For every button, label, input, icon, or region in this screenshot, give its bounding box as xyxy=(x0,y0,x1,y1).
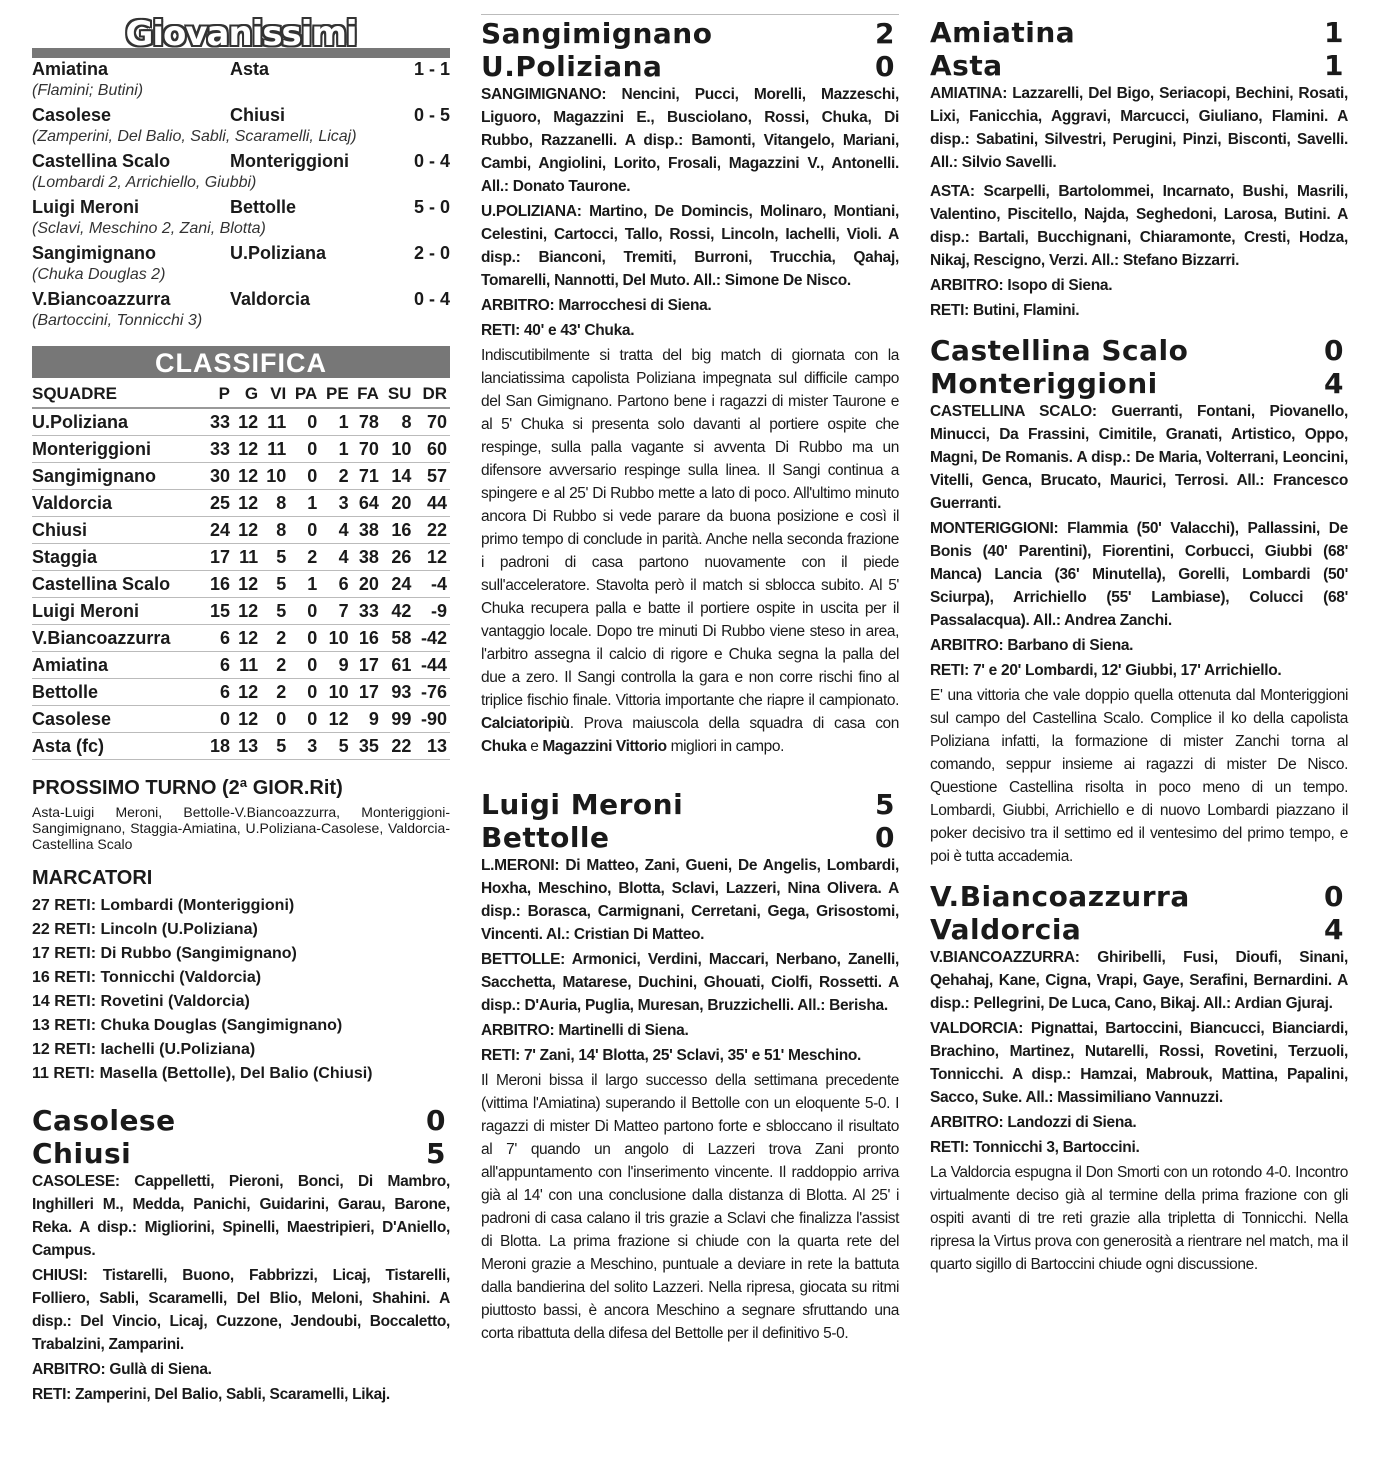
home-score: 0 xyxy=(1324,880,1344,913)
stat-cell: 38 xyxy=(352,544,382,571)
goals: RETI: 7' Zani, 14' Blotta, 25' Sclavi, 35' e 51' Meschino. xyxy=(481,1047,862,1064)
stat-cell: 78 xyxy=(352,408,382,436)
goals: RETI: Zamperini, Del Balio, Sabli, Scaramelli, Likaj. xyxy=(32,1386,390,1403)
goals: RETI: Butini, Flamini. xyxy=(930,302,1080,319)
stat-cell: 0 xyxy=(289,463,320,490)
table-row xyxy=(32,625,450,652)
match-report-biancoazzurra xyxy=(930,880,1348,1276)
stat-cell: 2 xyxy=(261,652,289,679)
stat-cell: 10 xyxy=(382,436,415,463)
match-report-meroni xyxy=(481,788,899,1345)
away-team: Monteriggioni xyxy=(930,367,1158,400)
goals: RETI: 7' e 20' Lombardi, 12' Giubbi, 17' Arrichiello. xyxy=(930,662,1282,679)
prossimo-turno-text: Asta-Luigi Meroni, Bettolle-V.Biancoazzurra, Monteriggioni-Sangimignano, Staggia-Amiatina, U.Poliziana-Casolese, Valdorcia-Castellina Scalo xyxy=(32,804,450,852)
match-article: La Valdorcia espugna il Don Smorti con un rotondo 4-0. Incontro virtualmente deciso già al termine della prima frazione con gli ospiti avanti di tre reti grazie alla tripletta di Tonnicchi. Nella ripresa la Virtus prova con generosità a rientrare nel match, ma il quarto sigillo di Bartoccini chiude ogni discussione. xyxy=(930,1164,1348,1273)
table-row xyxy=(32,517,450,544)
away-team: U.Poliziana xyxy=(481,50,663,83)
team-name-cell: Valdorcia xyxy=(32,490,205,517)
stat-cell: 12 xyxy=(233,571,261,598)
stat-cell: 11 xyxy=(261,436,289,463)
result-scorers: (Chuka Douglas 2) xyxy=(32,266,166,283)
col-header: PA xyxy=(289,382,320,408)
table-row xyxy=(32,679,450,706)
stat-cell: 5 xyxy=(261,544,289,571)
away-score: 1 xyxy=(1324,49,1344,82)
stat-cell: 12 xyxy=(233,490,261,517)
stat-cell: 0 xyxy=(289,652,320,679)
stat-cell: 0 xyxy=(205,706,233,733)
home-team: Casolese xyxy=(32,105,112,125)
stat-cell: 2 xyxy=(261,625,289,652)
table-row xyxy=(32,408,450,436)
away-line xyxy=(930,49,1348,82)
away-score: 4 xyxy=(1324,367,1344,400)
table-row xyxy=(32,544,450,571)
stat-cell: 2 xyxy=(261,679,289,706)
home-line xyxy=(32,1104,450,1137)
stat-cell: 12 xyxy=(233,463,261,490)
home-line xyxy=(930,880,1348,913)
stat-cell: 12 xyxy=(233,598,261,625)
stat-cell: 22 xyxy=(414,517,450,544)
stat-cell: 8 xyxy=(261,517,289,544)
away-team: Chiusi xyxy=(230,105,286,125)
standings-table xyxy=(32,382,450,760)
result-score: 5 - 0 xyxy=(413,197,450,217)
away-team: U.Poliziana xyxy=(230,243,327,263)
stat-cell: 12 xyxy=(233,408,261,436)
stat-cell: 10 xyxy=(261,463,289,490)
result-scorers: (Flamini; Butini) xyxy=(32,82,144,99)
lineup-home: AMIATINA: Lazzarelli, Del Bigo, Seriacopi, Bechini, Rosati, Lixi, Fanicchia, Aggravi, Marcucci, Giuliano, Flamini. A disp.: Sabatini, Silvestri, Perugini, Pinzi, Bisconti, Savelli. All.: Silvio Savelli. xyxy=(930,85,1348,171)
home-team: V.Biancoazzurra xyxy=(32,289,171,309)
stat-cell: 0 xyxy=(289,517,320,544)
team-name-cell: Asta (fc) xyxy=(32,733,205,760)
home-team: Luigi Meroni xyxy=(32,197,139,217)
stat-cell: 4 xyxy=(320,517,351,544)
stat-cell: 30 xyxy=(205,463,233,490)
stat-cell: 5 xyxy=(261,571,289,598)
table-row xyxy=(32,598,450,625)
home-team: Sangimignano xyxy=(32,243,157,263)
table-row xyxy=(32,436,450,463)
result-row xyxy=(32,242,450,264)
stat-cell: 20 xyxy=(352,571,382,598)
list-item: 13 RETI: Chuka Douglas (Sangimignano) xyxy=(32,1017,343,1034)
result-row xyxy=(32,104,450,126)
stat-cell: 16 xyxy=(352,625,382,652)
referee: ARBITRO: Barbano di Siena. xyxy=(930,637,1134,654)
team-name-cell: Casolese xyxy=(32,706,205,733)
stat-cell: 4 xyxy=(320,544,351,571)
stat-cell: 0 xyxy=(289,598,320,625)
stat-cell: 12 xyxy=(233,679,261,706)
stat-cell: 61 xyxy=(382,652,415,679)
team-name-cell: U.Poliziana xyxy=(32,408,205,436)
stat-cell: 11 xyxy=(233,544,261,571)
away-score: 0 xyxy=(875,50,895,83)
stat-cell: -76 xyxy=(414,679,450,706)
match-report-casolese xyxy=(32,1104,450,1406)
col-header: SQUADRE xyxy=(32,382,205,408)
stat-cell: 9 xyxy=(320,652,351,679)
section-banner xyxy=(32,14,450,54)
home-score: 2 xyxy=(875,17,895,50)
stat-cell: 0 xyxy=(289,436,320,463)
table-row xyxy=(32,652,450,679)
stat-cell: 13 xyxy=(414,733,450,760)
stat-cell: 1 xyxy=(289,490,320,517)
stat-cell: 16 xyxy=(382,517,415,544)
match-article: Il Meroni bissa il largo successo della settimana precedente (vittima l'Amiatina) superando il Bettolle con un eloquente 5-0. I ragazzi di mister Di Matteo partono forte e sbloccano il risultato al 7' quando un angolo di Lazzeri trova Zani pronto all'appuntamento con l'inserimento vincente. Il raddoppio arriva già al 14' con una conclusione dalla distanza di Blotta. Al 25' i padroni di casa calano il tris grazie a Sclavi che finalizza l'assist di Blotta. La prima frazione si chiude con la quarta rete del Meroni grazie a Meschino, puntuale a deviare in rete la battuta dalla bandierina del solito Lazzeri. Nella ripresa, giocata su ritmi piuttosto bassi, è ancora Meschino a segnare sfruttando una corta ribattuta della difesa del Bettolle per il definitivo 5-0. xyxy=(481,1072,899,1342)
stat-cell: 2 xyxy=(289,544,320,571)
article-text: Indiscutibilmente si tratta del big match di giornata con la lanciatissima capolista Poliziana impegnata sul difficile campo del San Gimignano. Partono bene i ragazzi di mister Taurone e al 5' Chuka si presenta solo davanti al portiere ospite che respinge, sulla palla vagante si avventa Di Rubbo ma un difensore avversario respinge sulla linea. Il Sangi continua a spingere e al 25' Di Rubbo mette a lato di poco. All'ultimo minuto ancora Di Rubbo si vede parare da buona posizione e così il primo tempo di conclude in parità. Anche nella seconda frazione i padroni di casa partono nuovamente con il piede sull'acceleratore. Stavolta però il match si sblocca subito. Al 5' Chuka recupera palla e batte il portiere ospite in uscita per il vantaggio locale. Dopo tre minuti Di Rubbo viene steso in area, l'arbitro assegna il calcio di rigore e Chuka segna la palla del due a zero. Il Sangi controlla la gara e non corre rischi fino al triplice fischio finale. Vittoria importante che riapre il campionato. xyxy=(481,347,899,709)
result-scorers: (Sclavi, Meschino 2, Zani, Blotta) xyxy=(32,220,266,237)
lineup-away: CHIUSI: Tistarelli, Buono, Fabbrizzi, Licaj, Tistarelli, Folliero, Sabli, Scaramelli, Del Blio, Meloni, Shahini. A disp.: Del Vincio, Licaj, Cuzzone, Jendoubi, Boccaletto, Trabalzini, Zamparini. xyxy=(32,1267,450,1353)
referee: ARBITRO: Landozzi di Siena. xyxy=(930,1114,1137,1131)
team-name-cell: Chiusi xyxy=(32,517,205,544)
stat-cell: 5 xyxy=(261,598,289,625)
team-name-cell: V.Biancoazzurra xyxy=(32,625,205,652)
stat-cell: 0 xyxy=(289,706,320,733)
result-row xyxy=(32,196,450,218)
list-item: 27 RETI: Lombardi (Monteriggioni) xyxy=(32,897,295,914)
home-line xyxy=(930,334,1348,367)
stat-cell: 6 xyxy=(205,652,233,679)
team-name-cell: Bettolle xyxy=(32,679,205,706)
home-line xyxy=(930,16,1348,49)
stat-cell: 14 xyxy=(382,463,415,490)
stat-cell: -9 xyxy=(414,598,450,625)
match-article xyxy=(481,344,899,758)
team-name-cell: Castellina Scalo xyxy=(32,571,205,598)
stat-cell: 12 xyxy=(233,436,261,463)
match-report-sangimignano xyxy=(481,17,899,758)
stat-cell: 99 xyxy=(382,706,415,733)
stat-cell: 24 xyxy=(205,517,233,544)
stat-cell: 12 xyxy=(414,544,450,571)
stat-cell: 3 xyxy=(289,733,320,760)
lineup-home: SANGIMIGNANO: Nencini, Pucci, Morelli, Mazzeschi, Liguoro, Magazzini E., Busciolano, Rossi, Chuka, Di Rubbo, Razzanelli. A disp.: Bamonti, Vitangelo, Mariani, Cambi, Angiolini, Lorito, Frosali, Magazzini V., Antonelli. All.: Donato Taurone. xyxy=(481,86,899,195)
col-header: FA xyxy=(352,382,382,408)
results-list xyxy=(32,58,450,332)
team-name-cell: Monteriggioni xyxy=(32,436,205,463)
stat-cell: 0 xyxy=(289,679,320,706)
stat-cell: 11 xyxy=(233,652,261,679)
match-report-castellina xyxy=(930,334,1348,868)
stat-cell: 71 xyxy=(352,463,382,490)
table-row xyxy=(32,733,450,760)
list-item: 17 RETI: Di Rubbo (Sangimignano) xyxy=(32,945,297,962)
home-line xyxy=(481,788,899,821)
stat-cell: 17 xyxy=(205,544,233,571)
away-score: 4 xyxy=(1324,913,1344,946)
col-header: PE xyxy=(320,382,351,408)
lineup-away: U.POLIZIANA: Martino, De Domincis, Molinaro, Montiani, Celestini, Cartocci, Tallo, Rossi, Lincoln, Iachelli, Violi. A disp.: Bianconi, Tremiti, Burroni, Trucchia, Qahaj, Tomarelli, Nannotti, Del Muto. All.: Simone De Nisco. xyxy=(481,203,899,289)
lineup-away: MONTERIGGIONI: Flammia (50' Valacchi), Pallassini, De Bonis (40' Parentini), Fiorentini, Corbucci, Giubbi (68' Manca) Lancia (36' Minutella), Gorelli, Lombardi (50' Sciurpa), Arrichiello (55' Lambiase), Colucci (68' Passalacqua). All.: Andrea Zanchi. xyxy=(930,520,1348,629)
stat-cell: 24 xyxy=(382,571,415,598)
player-name: Magazzini Vittorio xyxy=(542,738,667,755)
referee: ARBITRO: Gullà di Siena. xyxy=(32,1361,212,1378)
stat-cell: 33 xyxy=(205,436,233,463)
stat-cell: 18 xyxy=(205,733,233,760)
stat-cell: 6 xyxy=(320,571,351,598)
away-line xyxy=(930,913,1348,946)
stat-cell: 20 xyxy=(382,490,415,517)
table-header-row xyxy=(32,382,450,408)
away-team: Bettolle xyxy=(230,197,297,217)
stat-cell: 44 xyxy=(414,490,450,517)
stat-cell: 0 xyxy=(261,706,289,733)
home-team: Luigi Meroni xyxy=(481,788,684,821)
marcatori-list xyxy=(32,894,450,1086)
lineup-home: CASOLESE: Cappelletti, Pieroni, Bonci, Di Mambro, Inghilleri M., Medda, Panichi, Guidarini, Garau, Barone, Reka. A disp.: Migliorini, Spinelli, Maestripieri, D'Aniello, Campus. xyxy=(32,1173,450,1259)
lineup-away: BETTOLLE: Armonici, Verdini, Maccari, Nerbano, Zanelli, Sacchetta, Matarese, Duchini, Ghouati, Ciolfi, Rossetti. A disp.: D'Auria, Puglia, Muresan, Bruzzichelli. All.: Berisha. xyxy=(481,951,899,1014)
col-header: DR xyxy=(414,382,450,408)
article-text: e xyxy=(526,738,543,755)
away-line xyxy=(481,50,899,83)
list-item: 11 RETI: Masella (Bettolle), Del Balio (Chiusi) xyxy=(32,1065,373,1082)
col-header: P xyxy=(205,382,233,408)
result-row xyxy=(32,150,450,172)
result-scorers: (Zamperini, Del Balio, Sabli, Scaramelli, Licaj) xyxy=(32,128,357,145)
stat-cell: 58 xyxy=(382,625,415,652)
away-team: Monteriggioni xyxy=(230,151,349,171)
top-rule xyxy=(481,14,899,15)
home-line xyxy=(481,17,899,50)
referee: ARBITRO: Marrocchesi di Siena. xyxy=(481,297,712,314)
goals: RETI: 40' e 43' Chuka. xyxy=(481,322,635,339)
list-item: 14 RETI: Rovetini (Valdorcia) xyxy=(32,993,250,1010)
away-team: Bettolle xyxy=(481,821,610,854)
stat-cell: 8 xyxy=(261,490,289,517)
away-score: 0 xyxy=(875,821,895,854)
away-team: Asta xyxy=(930,49,1003,82)
home-team: Casolese xyxy=(32,1104,176,1137)
stat-cell: 70 xyxy=(414,408,450,436)
result-row xyxy=(32,58,450,80)
stat-cell: 25 xyxy=(205,490,233,517)
away-line xyxy=(930,367,1348,400)
list-item: 12 RETI: Iachelli (U.Poliziana) xyxy=(32,1041,256,1058)
home-team: Castellina Scalo xyxy=(32,151,171,171)
stat-cell: 1 xyxy=(289,571,320,598)
stat-cell: 8 xyxy=(382,408,415,436)
table-row xyxy=(32,706,450,733)
away-line xyxy=(32,1137,450,1170)
stat-cell: 93 xyxy=(382,679,415,706)
stat-cell: -90 xyxy=(414,706,450,733)
home-score: 5 xyxy=(875,788,895,821)
team-name-cell: Amiatina xyxy=(32,652,205,679)
stat-cell: 13 xyxy=(233,733,261,760)
stat-cell: 3 xyxy=(320,490,351,517)
home-score: 0 xyxy=(426,1104,446,1137)
table-row xyxy=(32,571,450,598)
away-score: 5 xyxy=(426,1137,446,1170)
home-team: Castellina Scalo xyxy=(930,334,1189,367)
stat-cell: 10 xyxy=(320,679,351,706)
prossimo-turno-title: PROSSIMO TURNO (2ª GIOR.Rit) xyxy=(32,777,343,799)
lineup-away: VALDORCIA: Pignattai, Bartoccini, Biancucci, Bianciardi, Brachino, Martinez, Nutarelli, Rossi, Rovetini, Terzuoli, Tonnicchi. A disp.: Hamzai, Mabrouk, Mattina, Papalini, Sacco, Suke. All.: Massimiliano Vannuzzi. xyxy=(930,1020,1348,1106)
table-row xyxy=(32,463,450,490)
stat-cell: 9 xyxy=(352,706,382,733)
article-text: . Prova maiuscola della squadra di casa con xyxy=(569,715,899,732)
col-header: SU xyxy=(382,382,415,408)
stat-cell: 7 xyxy=(320,598,351,625)
home-score: 1 xyxy=(1324,16,1344,49)
away-team: Asta xyxy=(230,59,270,79)
stat-cell: -42 xyxy=(414,625,450,652)
stat-cell: 33 xyxy=(352,598,382,625)
result-score: 2 - 0 xyxy=(413,243,450,263)
classifica-title: CLASSIFICA xyxy=(32,346,450,378)
col-header: VI xyxy=(261,382,289,408)
stat-cell: 70 xyxy=(352,436,382,463)
col-header: G xyxy=(233,382,261,408)
away-line xyxy=(481,821,899,854)
stat-cell: 17 xyxy=(352,679,382,706)
stat-cell: 6 xyxy=(205,625,233,652)
stat-cell: 12 xyxy=(233,706,261,733)
middle-column xyxy=(481,14,899,1345)
stat-cell: 22 xyxy=(382,733,415,760)
result-score: 1 - 1 xyxy=(413,59,450,79)
result-scorers: (Lombardi 2, Arrichiello, Giubbi) xyxy=(32,174,257,191)
stat-cell: 38 xyxy=(352,517,382,544)
page-title: Giovanissimi xyxy=(125,14,357,54)
match-article: E' una vittoria che vale doppio quella ottenuta dal Monteriggioni sul campo del Castellina Scalo. Complice il ko della capolista Poliziana infatti, la formazione di mister Zanchi torna al comando, seppur insieme ai ragazzi di mister De Nisco. Questione Castellina risolta in poco meno di un tempo. Lombardi, Giubbi, Arrichiello e di nuovo Lombardi piazzano il poker decisivo tra il settimo ed il ventesimo del primo tempo, e poi è tutta accademia. xyxy=(930,687,1348,865)
goals: RETI: Tonnicchi 3, Bartoccini. xyxy=(930,1139,1140,1156)
lineup-away: ASTA: Scarpelli, Bartolommei, Incarnato, Bushi, Masrili, Valentino, Piscitello, Najda, Seghedoni, Larosa, Butini. A disp.: Bartali, Bucchignani, Chiaramonte, Cresti, Hodza, Nikaj, Rescigno, Verzi. All.: Stefano Bizzarri. xyxy=(930,183,1348,269)
stat-cell: 12 xyxy=(233,517,261,544)
stat-cell: 1 xyxy=(320,436,351,463)
stat-cell: 6 xyxy=(205,679,233,706)
stat-cell: 10 xyxy=(320,625,351,652)
result-row xyxy=(32,288,450,310)
standings-body xyxy=(32,408,450,760)
stat-cell: 60 xyxy=(414,436,450,463)
stat-cell: 2 xyxy=(320,463,351,490)
home-team: Sangimignano xyxy=(481,17,713,50)
stat-cell: -44 xyxy=(414,652,450,679)
referee: ARBITRO: Isopo di Siena. xyxy=(930,277,1113,294)
stat-cell: 16 xyxy=(205,571,233,598)
lineup-home: CASTELLINA SCALO: Guerranti, Fontani, Piovanello, Minucci, Da Frassini, Cimitile, Granati, Artistico, Oppo, Magni, De Romanis. A disp.: De Maria, Volterrani, Leoncini, Vitelli, Genca, Brucato, Maurici, Terrosi. All.: Francesco Guerranti. xyxy=(930,403,1348,512)
home-team: Amiatina xyxy=(32,59,109,79)
away-team: Valdorcia xyxy=(930,913,1082,946)
result-score: 0 - 4 xyxy=(413,151,450,171)
stat-cell: 12 xyxy=(233,625,261,652)
right-column xyxy=(930,14,1348,1276)
stat-cell: 5 xyxy=(261,733,289,760)
away-team: Valdorcia xyxy=(230,289,311,309)
team-name-cell: Luigi Meroni xyxy=(32,598,205,625)
stat-cell: 42 xyxy=(382,598,415,625)
table-row xyxy=(32,490,450,517)
result-scorers: (Bartoccini, Tonnicchi 3) xyxy=(32,312,203,329)
stat-cell: 57 xyxy=(414,463,450,490)
stat-cell: 0 xyxy=(289,625,320,652)
stat-cell: 15 xyxy=(205,598,233,625)
stat-cell: 0 xyxy=(289,408,320,436)
list-item: 16 RETI: Tonnicchi (Valdorcia) xyxy=(32,969,262,986)
home-team: V.Biancoazzurra xyxy=(930,880,1190,913)
left-column xyxy=(32,14,450,1406)
stat-cell: -4 xyxy=(414,571,450,598)
article-text: migliori in campo. xyxy=(666,738,785,755)
home-score: 0 xyxy=(1324,334,1344,367)
stat-cell: 26 xyxy=(382,544,415,571)
team-name-cell: Staggia xyxy=(32,544,205,571)
referee: ARBITRO: Martinelli di Siena. xyxy=(481,1022,689,1039)
stat-cell: 35 xyxy=(352,733,382,760)
stat-cell: 33 xyxy=(205,408,233,436)
stat-cell: 1 xyxy=(320,408,351,436)
marcatori-title: MARCATORI xyxy=(32,867,153,889)
player-name: Chuka xyxy=(481,738,527,755)
stat-cell: 17 xyxy=(352,652,382,679)
lineup-home: L.MERONI: Di Matteo, Zani, Gueni, De Angelis, Lombardi, Hoxha, Meschino, Blotta, Sclavi, Lazzeri, Nina Olivera. A disp.: Borasca, Carmignani, Cerretani, Gega, Grisostomi, Vincenti. Al.: Cristian Di Matteo. xyxy=(481,857,899,943)
stat-cell: 11 xyxy=(261,408,289,436)
result-score: 0 - 4 xyxy=(413,289,450,309)
team-name-cell: Sangimignano xyxy=(32,463,205,490)
rubric-label: Calciatoripiù xyxy=(481,715,570,732)
lineup-home: V.BIANCOAZZURRA: Ghiribelli, Fusi, Dioufi, Sinani, Qehahaj, Kane, Cigna, Vrapi, Gaye, Serafini, Bernardini. A disp.: Pellegrini, De Luca, Cano, Bikaj. All.: Ardian Gjuraj. xyxy=(930,949,1348,1012)
stat-cell: 64 xyxy=(352,490,382,517)
result-score: 0 - 5 xyxy=(413,105,450,125)
home-team: Amiatina xyxy=(930,16,1076,49)
stat-cell: 5 xyxy=(320,733,351,760)
list-item: 22 RETI: Lincoln (U.Poliziana) xyxy=(32,921,258,938)
away-team: Chiusi xyxy=(32,1137,132,1170)
stat-cell: 12 xyxy=(320,706,351,733)
match-report-amiatina xyxy=(930,16,1348,322)
